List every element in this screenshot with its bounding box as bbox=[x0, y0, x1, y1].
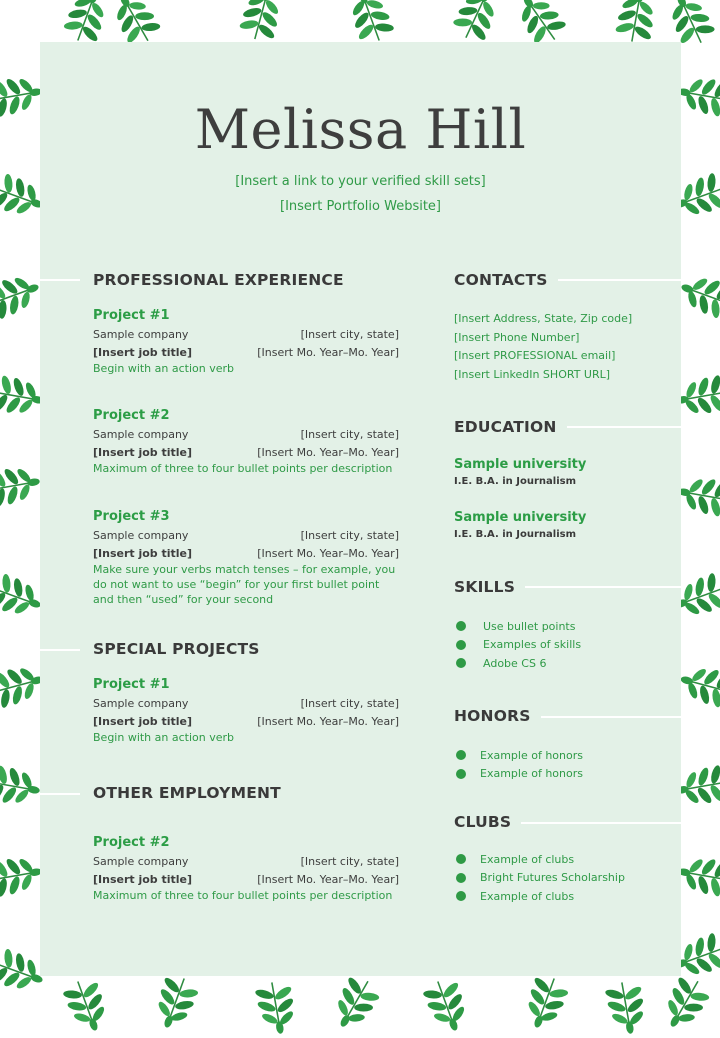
section-title-skills: SKILLS bbox=[454, 578, 525, 596]
leaf-sprig-icon bbox=[0, 263, 45, 330]
description: Make sure your verbs match tenses – for example, you do not want to use “begin” for your first bullet point and then “used” for your second bbox=[93, 563, 396, 606]
address: [Insert Address, State, Zip code] bbox=[454, 312, 633, 325]
leaf-sprig-icon bbox=[676, 66, 720, 126]
clubs-list bbox=[456, 850, 625, 906]
honor-label: Example of honors bbox=[480, 748, 583, 762]
location: [Insert city, state] bbox=[300, 328, 399, 341]
dates: [Insert Mo. Year–Mo. Year] bbox=[257, 345, 399, 359]
list-item bbox=[456, 617, 581, 636]
bullet-icon bbox=[456, 750, 466, 760]
dates: [Insert Mo. Year–Mo. Year] bbox=[257, 872, 399, 886]
resume-page bbox=[40, 42, 681, 976]
bullet-icon bbox=[456, 640, 466, 650]
list-item bbox=[456, 654, 581, 673]
section-title-honors: HONORS bbox=[454, 707, 541, 725]
leaf-sprig-icon bbox=[320, 966, 391, 1037]
section-title-special-projects: SPECIAL PROJECTS bbox=[93, 640, 270, 658]
portfolio-link[interactable]: [Insert Portfolio Website] bbox=[280, 199, 441, 214]
dates: [Insert Mo. Year–Mo. Year] bbox=[257, 546, 399, 560]
list-item bbox=[456, 869, 625, 888]
section-title-clubs: CLUBS bbox=[454, 813, 521, 831]
honor-label: Example of honors bbox=[480, 767, 583, 781]
leaf-sprig-icon bbox=[0, 756, 42, 816]
leaf-sprig-icon bbox=[229, 0, 293, 48]
education-item bbox=[454, 510, 586, 540]
job-title: [Insert job title] bbox=[93, 714, 193, 728]
location: [Insert city, state] bbox=[300, 428, 399, 441]
experience-item bbox=[93, 408, 399, 476]
university: Sample university bbox=[454, 510, 587, 525]
leaf-sprig-icon bbox=[0, 846, 44, 906]
list-item bbox=[456, 765, 583, 784]
description: Maximum of three to four bullet points per description bbox=[93, 889, 393, 902]
section-title-education: EDUCATION bbox=[454, 418, 567, 436]
leaf-sprig-icon bbox=[676, 466, 720, 526]
description: Begin with an action verb bbox=[93, 362, 235, 375]
job-title: [Insert job title] bbox=[93, 445, 193, 459]
job-title: [Insert job title] bbox=[93, 345, 193, 359]
club-label: Bright Futures Scholarship bbox=[480, 871, 625, 885]
project-title: Project #2 bbox=[93, 835, 170, 850]
leaf-sprig-icon bbox=[676, 654, 720, 718]
leaf-sprig-icon bbox=[596, 976, 656, 1036]
project-title: Project #3 bbox=[93, 509, 170, 524]
project-title: Project #1 bbox=[93, 677, 170, 692]
email[interactable]: [Insert PROFESSIONAL email] bbox=[454, 349, 616, 362]
section-title-contacts: CONTACTS bbox=[454, 271, 558, 289]
project-title: Project #1 bbox=[93, 308, 170, 323]
section-rule bbox=[40, 279, 80, 281]
leaf-sprig-icon bbox=[53, 971, 120, 1038]
leaf-sprig-icon bbox=[675, 263, 720, 330]
bullet-icon bbox=[456, 873, 466, 883]
job-title: [Insert job title] bbox=[93, 872, 193, 886]
list-item bbox=[456, 636, 581, 655]
dates: [Insert Mo. Year–Mo. Year] bbox=[257, 445, 399, 459]
leaf-sprig-icon bbox=[413, 971, 480, 1038]
skill-label: Examples of skills bbox=[483, 638, 582, 652]
section-rule bbox=[40, 649, 80, 651]
leaf-sprig-icon bbox=[246, 976, 306, 1036]
candidate-name: Melissa Hill bbox=[194, 98, 527, 161]
leaf-sprig-icon bbox=[676, 846, 720, 906]
skill-label: Use bullet points bbox=[483, 619, 576, 633]
linkedin-url[interactable]: [Insert LinkedIn SHORT URL] bbox=[454, 367, 611, 381]
degree: I.E. B.A. in Journalism bbox=[454, 529, 577, 540]
bullet-icon bbox=[456, 621, 466, 631]
company: Sample company bbox=[93, 428, 189, 441]
skills-link[interactable]: [Insert a link to your verified skill sets] bbox=[235, 174, 486, 189]
leaf-sprig-icon bbox=[0, 456, 42, 516]
skills-list bbox=[456, 617, 581, 673]
list-item bbox=[456, 887, 625, 906]
location: [Insert city, state] bbox=[300, 697, 399, 710]
job-title: [Insert job title] bbox=[93, 546, 193, 560]
company: Sample company bbox=[93, 529, 189, 542]
description: Maximum of three to four bullet points per description bbox=[93, 462, 393, 475]
leaf-sprig-icon bbox=[513, 968, 580, 1035]
leaf-sprig-icon bbox=[0, 66, 44, 126]
bullet-icon bbox=[456, 769, 466, 779]
education-item bbox=[454, 457, 586, 487]
leaf-sprig-icon bbox=[143, 968, 210, 1035]
section-title-professional-experience: PROFESSIONAL EXPERIENCE bbox=[93, 271, 354, 289]
bullet-icon bbox=[456, 658, 466, 668]
company: Sample company bbox=[93, 328, 189, 341]
phone: [Insert Phone Number] bbox=[454, 330, 580, 344]
degree: I.E. B.A. in Journalism bbox=[454, 476, 577, 487]
section-rule bbox=[40, 793, 80, 795]
bullet-icon bbox=[456, 891, 466, 901]
special-project-item bbox=[93, 677, 399, 745]
description: Begin with an action verb bbox=[93, 731, 235, 744]
contacts-list bbox=[454, 310, 632, 384]
club-label: Example of clubs bbox=[480, 889, 575, 903]
project-title: Project #2 bbox=[93, 408, 170, 423]
location: [Insert city, state] bbox=[300, 855, 399, 868]
university: Sample university bbox=[454, 457, 587, 472]
experience-item bbox=[93, 509, 399, 607]
company: Sample company bbox=[93, 697, 189, 710]
dates: [Insert Mo. Year–Mo. Year] bbox=[257, 714, 399, 728]
company: Sample company bbox=[93, 855, 189, 868]
experience-item bbox=[93, 308, 399, 376]
list-item bbox=[456, 746, 583, 765]
club-label: Example of clubs bbox=[480, 852, 575, 866]
location: [Insert city, state] bbox=[300, 529, 399, 542]
section-title-other-employment: OTHER EMPLOYMENT bbox=[93, 784, 291, 802]
other-employment-item bbox=[93, 835, 399, 903]
skill-label: Adobe CS 6 bbox=[483, 656, 547, 670]
honors-list bbox=[456, 746, 583, 783]
bullet-icon bbox=[456, 854, 466, 864]
list-item bbox=[456, 850, 625, 869]
